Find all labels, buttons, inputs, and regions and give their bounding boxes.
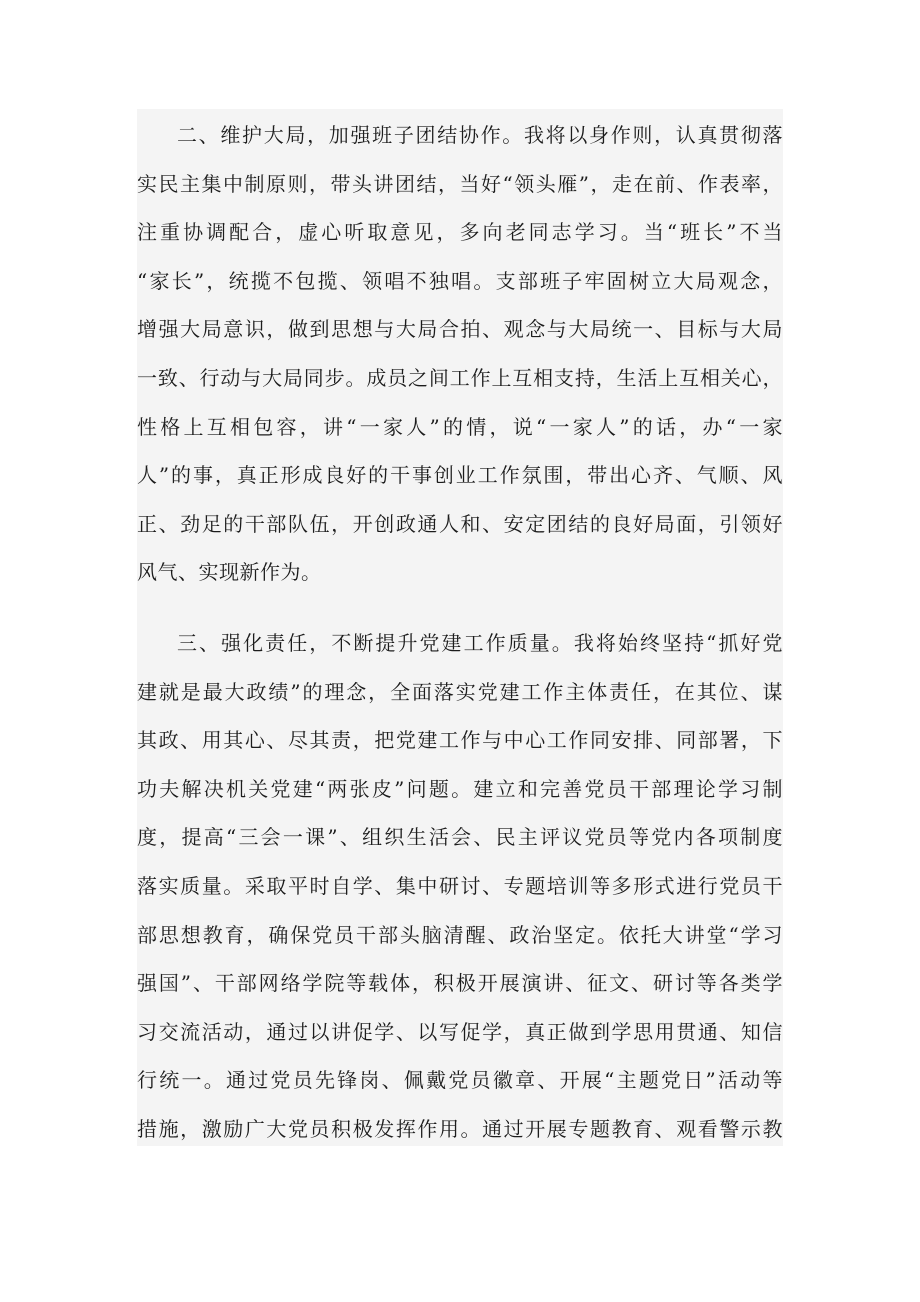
document-page xyxy=(137,109,783,1146)
paragraph-section-3 xyxy=(137,619,783,1154)
text-line: 功夫解决机关党建“两张皮”问题。建立和完善党员干部理论学习制 xyxy=(137,776,783,801)
text-line: 习交流活动，通过以讲促学、以写促学，真正做到学思用贯通、知信 xyxy=(137,1019,783,1044)
text-line: 强国”、干部网络学院等载体，积极开展演讲、征文、研讨等各类学 xyxy=(137,971,783,996)
text-line: 部思想教育，确保党员干部头脑清醒、政治坚定。依托大讲堂“学习 xyxy=(137,922,783,947)
text-line: 落实质量。采取平时自学、集中研讨、专题培训等多形式进行党员干 xyxy=(137,873,783,898)
text-line: 实民主集中制原则，带头讲团结，当好“领头雁”，走在前、作表率， xyxy=(137,171,783,196)
text-line: 人”的事，真正形成良好的干事创业工作氛围，带出心齐、气顺、风 xyxy=(137,463,783,488)
text-line: 行统一。通过党员先锋岗、佩戴党员徽章、开展“主题党日”活动等 xyxy=(137,1068,783,1093)
text-line: 其政、用其心、尽其责，把党建工作与中心工作同安排、同部署，下 xyxy=(137,728,783,753)
text-line: 二、维护大局，加强班子团结协作。我将以身作则，认真贯彻落 xyxy=(177,123,783,147)
text-line: 度，提高“三会一课”、组织生活会、民主评议党员等党内各项制度 xyxy=(137,825,783,850)
text-line: 注重协调配合，虚心听取意见，多向老同志学习。当“班长”不当 xyxy=(137,220,783,245)
text-line: 风气、实现新作为。 xyxy=(137,560,322,585)
text-line: 建就是最大政绩”的理念，全面落实党建工作主体责任，在其位、谋 xyxy=(137,679,783,704)
text-line: “家长”，统揽不包揽、领唱不独唱。支部班子牢固树立大局观念， xyxy=(137,268,783,293)
text-line: 性格上互相包容，讲“一家人”的情，说“一家人”的话，办“一家 xyxy=(137,414,783,439)
text-line: 增强大局意识，做到思想与大局合拍、观念与大局统一、目标与大局 xyxy=(137,317,783,342)
text-line: 正、劲足的干部队伍，开创政通人和、安定团结的良好局面，引领好 xyxy=(137,511,783,536)
text-line: 一致、行动与大局同步。成员之间工作上互相支持，生活上互相关心， xyxy=(137,365,783,390)
text-line: 三、强化责任，不断提升党建工作质量。我将始终坚持“抓好党 xyxy=(177,631,783,655)
paragraph-section-2 xyxy=(137,111,783,597)
text-line: 措施，激励广大党员积极发挥作用。通过开展专题教育、观看警示教 xyxy=(137,1116,783,1141)
